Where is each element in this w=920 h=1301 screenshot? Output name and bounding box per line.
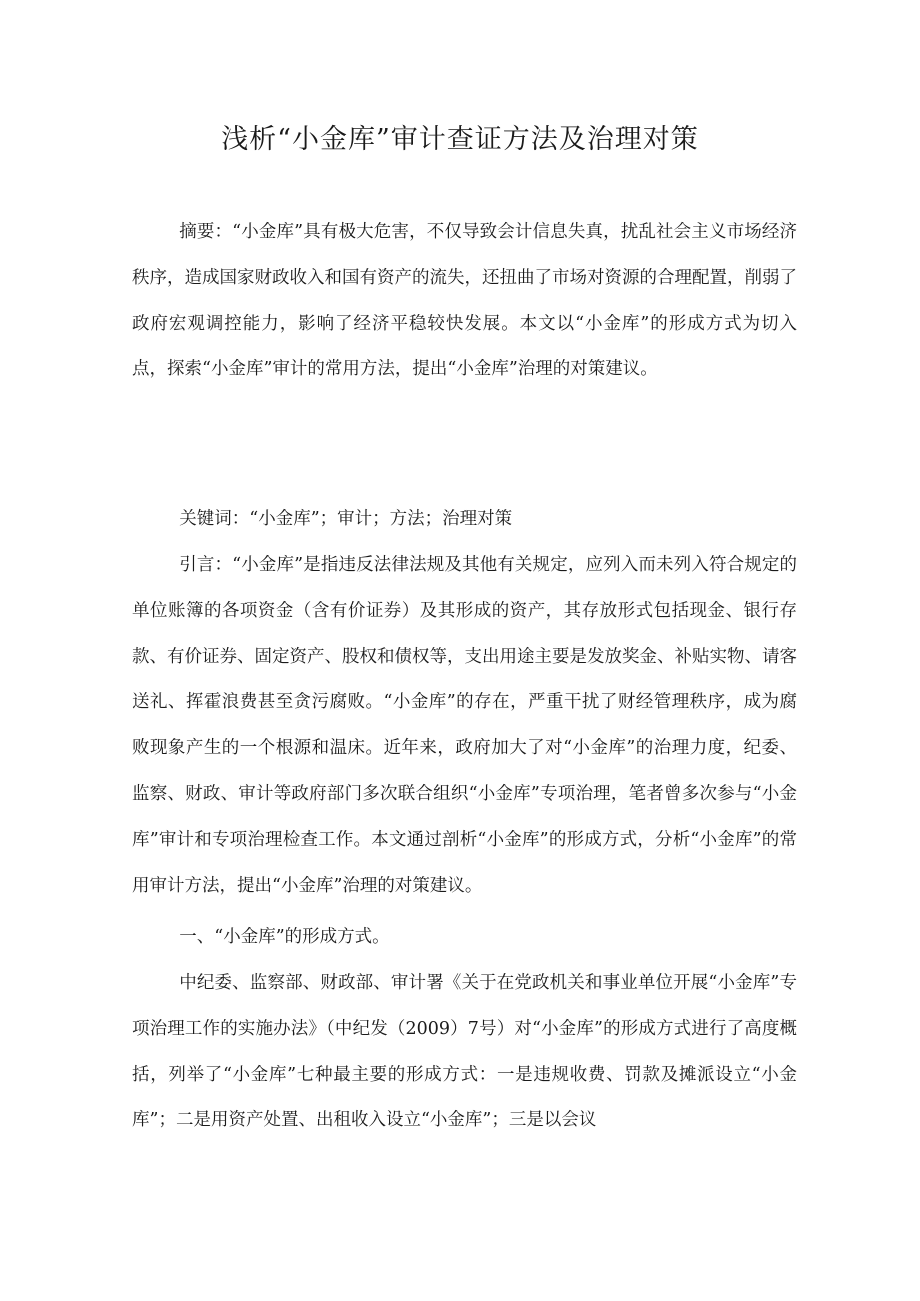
section-heading: 一、“小金库”的形成方式。 [179, 927, 390, 947]
section-body-paragraph: 中纪委、监察部、财政部、审计署《关于在党政机关和事业单位开展“小金库”专项治理工作的实施办法》（中纪发（2009）7号）对“小金库”的形成方式进行了高度概括，列举了“小金库”七种最主要的形成方式：一是违规收费、罚款及摊派设立“小金库”；二是用资产处置、出租收入设立“小金库”；三是以会议 [132, 973, 797, 1131]
document-title: 浅析“小金库”审计查证方法及治理对策 [221, 124, 699, 155]
keywords-line: 关键词：“小金库”；审计；方法；治理对策 [179, 509, 513, 529]
abstract-paragraph: 摘要：“小金库”具有极大危害，不仅导致会计信息失真，扰乱社会主义市场经济秩序，造成国家财政收入和国有资产的流失，还扭曲了市场对资源的合理配置，削弱了政府宏观调控能力，影响了经济平稳较快发展。本文以“小金库”的形成方式为切入点，探索“小金库”审计的常用方法，提出“小金库”治理的对策建议。 [132, 222, 797, 380]
introduction-paragraph: 引言：“小金库”是指违反法律法规及其他有关规定，应列入而未列入符合规定的单位账簿的各项资金（含有价证券）及其形成的资产，其存放形式包括现金、银行存款、有价证券、固定资产、股权和债权等，支出用途主要是发放奖金、补贴实物、请客送礼、挥霍浪费甚至贪污腐败。“小金库”的存在，严重干扰了财经管理秩序，成为腐败现象产生的一个根源和温床。近年来，政府加大了对“小金库”的治理力度，纪委、监察、财政、审计等政府部门多次联合组织“小金库”专项治理，笔者曾多次参与“小金库”审计和专项治理检查工作。本文通过剖析“小金库”的形成方式，分析“小金库”的常用审计方法，提出“小金库”治理的对策建议。 [132, 555, 797, 896]
